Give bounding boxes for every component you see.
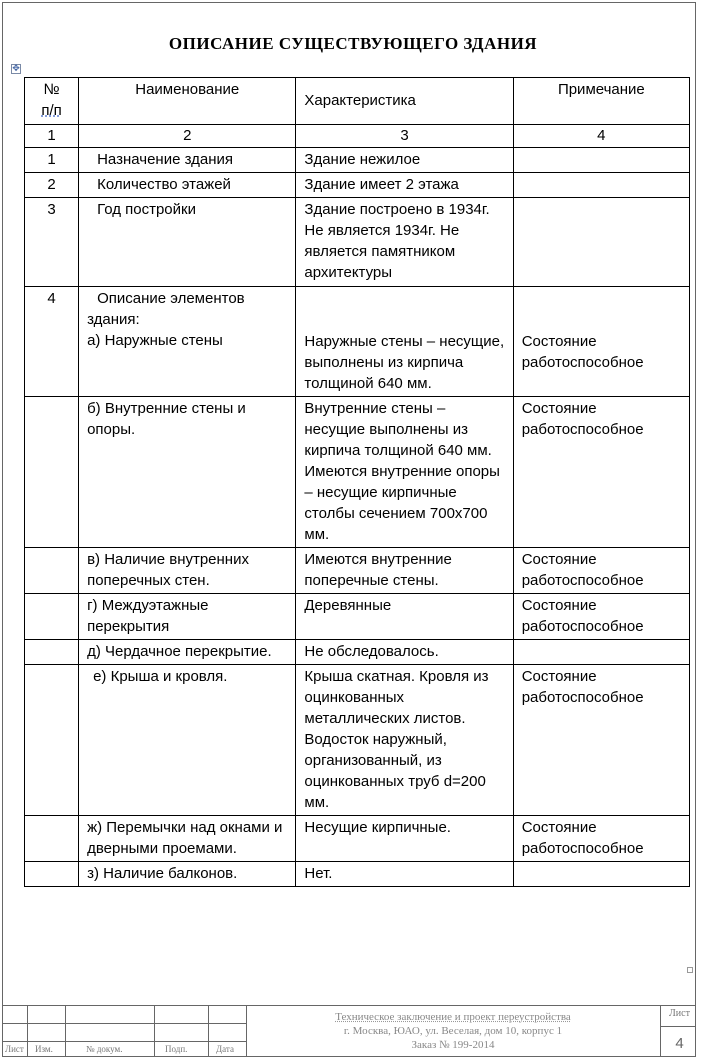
column-number: 4 <box>513 125 689 148</box>
sheet-number: 4 <box>675 1035 684 1052</box>
stamp-label-date: Дата <box>216 1044 234 1054</box>
row-note: Состояние работоспособное <box>513 548 689 594</box>
row-number <box>25 816 79 862</box>
row-characteristic: Деревянные <box>296 594 513 640</box>
table-header-row <box>25 78 690 125</box>
row-characteristic: Здание имеет 2 этажа <box>296 173 513 198</box>
table-row <box>25 665 690 816</box>
building-description-table <box>24 77 690 887</box>
row-name: г) Междуэтажные перекрытия <box>79 594 296 640</box>
table-row <box>25 148 690 173</box>
row-note: Состояние работоспособное <box>513 665 689 816</box>
row-number <box>25 548 79 594</box>
row-name: б) Внутренние стены и опоры. <box>79 397 296 548</box>
row-note <box>513 198 689 287</box>
stamp-label-signature: Подп. <box>165 1044 188 1054</box>
row-characteristic: Наружные стены – несущие, выполнены из кирпича толщиной 640 мм. <box>296 287 513 397</box>
row-name: в) Наличие внутренних поперечных стен. <box>79 548 296 594</box>
row-characteristic: Крыша скатная. Кровля из оцинкованных металлических листов. Водосток наружный, организованный, из оцинкованных труб d=200 мм. <box>296 665 513 816</box>
row-note <box>513 173 689 198</box>
sheet-label: Лист <box>669 1008 690 1019</box>
table-row <box>25 816 690 862</box>
table-row <box>25 198 690 287</box>
row-characteristic: Не обследовалось. <box>296 640 513 665</box>
table-row <box>25 594 690 640</box>
row-number <box>25 665 79 816</box>
row-number: 1 <box>25 148 79 173</box>
row-characteristic: Внутренние стены – несущие выполнены из кирпича толщиной 640 мм. Имеются внутренние опоры – несущие кирпичные столбы сечением 700х700 мм. <box>296 397 513 548</box>
column-number: 1 <box>25 125 79 148</box>
row-number: 3 <box>25 198 79 287</box>
column-number: 2 <box>79 125 296 148</box>
row-name: Описание элементов здания: а) Наружные стены <box>79 287 296 397</box>
row-characteristic: Имеются внутренние поперечные стены. <box>296 548 513 594</box>
row-number <box>25 594 79 640</box>
stamp-label-revision: Изм. <box>35 1044 53 1054</box>
stamp-label-doc-number: № докум. <box>86 1044 123 1054</box>
row-number: 2 <box>25 173 79 198</box>
row-note: Состояние работоспособное <box>513 287 689 397</box>
stamp-label-sheet: Лист <box>5 1044 24 1054</box>
title-block <box>2 1005 696 1057</box>
column-number: 3 <box>296 125 513 148</box>
row-note <box>513 862 689 887</box>
row-note: Состояние работоспособное <box>513 397 689 548</box>
row-number <box>25 640 79 665</box>
row-name: д) Чердачное перекрытие. <box>79 640 296 665</box>
table-row <box>25 548 690 594</box>
header-name: Наименование <box>79 78 296 125</box>
row-characteristic: Нет. <box>296 862 513 887</box>
table-row <box>25 173 690 198</box>
row-note: Состояние работоспособное <box>513 816 689 862</box>
row-name: ж) Перемычки над окнами и дверными проемами. <box>79 816 296 862</box>
row-characteristic: Несущие кирпичные. <box>296 816 513 862</box>
header-note: Примечание <box>513 78 689 125</box>
table-row <box>25 640 690 665</box>
table-move-handle-icon[interactable]: ✥ <box>12 64 20 74</box>
row-name: Назначение здания <box>79 148 296 173</box>
document-info: Техническое заключение и проект переустройства г. Москва, ЮАО, ул. Веселая, дом 10, корпус 1 Заказ № 199-2014 <box>335 1011 571 1051</box>
table-row <box>25 862 690 887</box>
row-characteristic: Здание нежилое <box>296 148 513 173</box>
row-characteristic: Здание построено в 1934г. Не является 1934г. Не является памятником архитектуры <box>296 198 513 287</box>
table-resize-handle[interactable] <box>687 967 693 973</box>
document-title: ОПИСАНИЕ СУЩЕСТВУЮЩЕГО ЗДАНИЯ <box>168 34 538 53</box>
row-note <box>513 640 689 665</box>
row-name: Количество этажей <box>79 173 296 198</box>
row-number: 4 <box>25 287 79 397</box>
row-name: Год постройки <box>79 198 296 287</box>
row-note <box>513 148 689 173</box>
table-row <box>25 287 690 397</box>
header-number: № п/п <box>25 78 79 125</box>
row-number <box>25 397 79 548</box>
table-row <box>25 397 690 548</box>
header-characteristic: Характеристика <box>296 78 513 125</box>
row-number <box>25 862 79 887</box>
column-number-row <box>25 125 690 148</box>
row-name: е) Крыша и кровля. <box>79 665 296 816</box>
row-name: з) Наличие балконов. <box>79 862 296 887</box>
row-note: Состояние работоспособное <box>513 594 689 640</box>
